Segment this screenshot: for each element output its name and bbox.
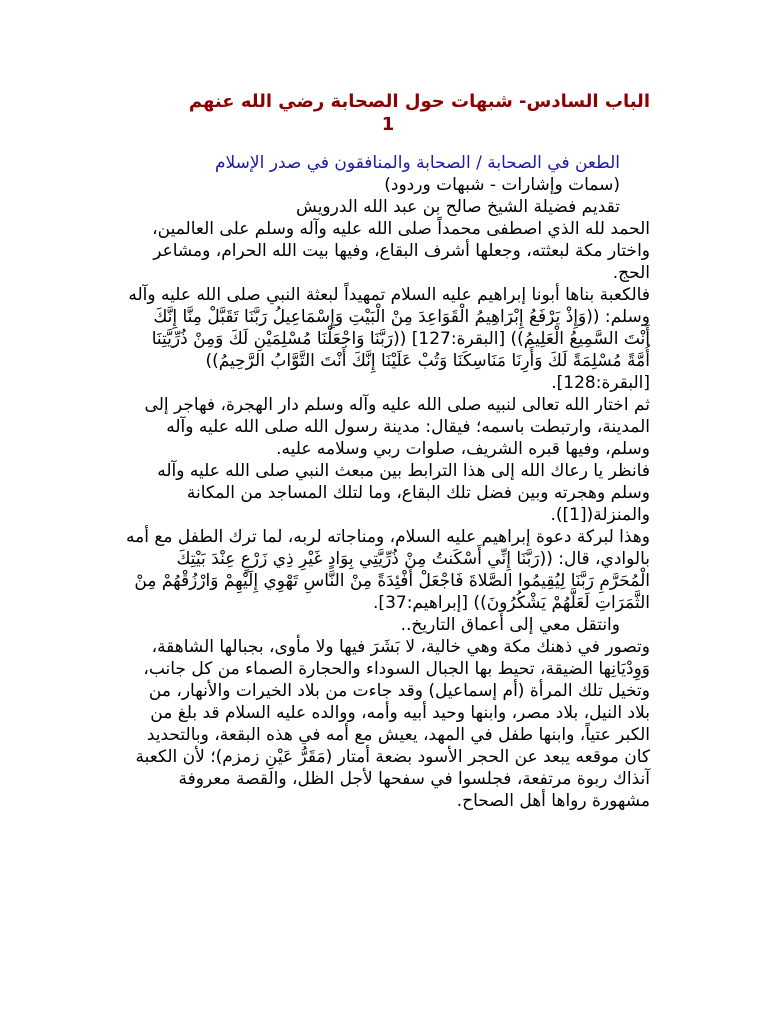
presenter-line: تقديم فضيلة الشيخ صالح بن عبد الله الدرويش (296, 197, 620, 217)
chapter-number: 1 (381, 114, 395, 135)
chapter-title (126, 90, 650, 136)
paragraph-7: وتصور في ذهنك مكة وهي خالية، لا بَشَرَ فيها ولا مأوى، بجبالها الشاهقة، وَوِدْيَانِها الضيقة، تحيط بها الجبال السوداء والحجارة الصماء من كل جانب، وتخيل تلك المرأة (أم إسماعيل) وقد جاءت من بلاد الخيرات والأنهار، من بلاد النيل، بلاد مصر، وابنها وحيد أبيه وأمه، ووالده عليه السلام قد بلغ من الكبر عتياً، وابنها طفل في المهد، يعيش مع أمه في هذه البقعة، وبالتحديد كان موقعه يبعد عن الحجر الأسود بضعة أمتار (مَقَرُّ عَيْنِ زمزم)؛ لأن الكعبة آنذاك ربوة مرتفعة، فجلسوا في سفحها لأجل الظل، والقصة معروفة مشهورة رواها أهل الصحاح. (135, 637, 650, 811)
paragraph-3: ثم اختار الله تعالى لنبيه صلى الله عليه وآله وسلم دار الهجرة، فهاجر إلى المدينة، وارتبطت باسمه؛ فيقال: مدينة رسول الله صلى الله عليه وآله وسلم، وفيها قبره الشريف، صلوات ربي وسلامه عليه. (144, 395, 650, 459)
paragraph-1: الحمد لله الذي اصطفى محمداً صلى الله عليه وآله وسلم على العالمين، واختار مكة لبعثته، وجعلها أشرف البقاع، وفيها بيت الله الحرام، ومشاعر الحج. (152, 219, 650, 283)
paragraph-5: وهذا لبركة دعوة إبراهيم عليه السلام، ومناجاته لربه، لما ترك الطفل مع أمه بالوادي، قال: ((رَبَّنَا إِنِّي أَسْكَنتُ مِنْ ذُرِّيَّتِي بِوَادٍ غَيْرِ ذِي زَرْعٍ عِنْدَ بَيْتِكَ الْمُحَرَّمِ رَبَّنَا لِيُقِيمُوا الصَّلاةَ فَاجْعَلْ أَفْئِدَةً مِنْ النَّاسِ تَهْوِي إِلَيْهِمْ وَارْزُقْهُمْ مِنْ الثَّمَرَاتِ لَعَلَّهُمْ يَشْكُرُونَ)) [إبراهيم:37]. (126, 527, 650, 613)
paragraph-4: فانظر يا رعاك الله إلى هذا الترابط بين مبعث النبي صلى الله عليه وآله وسلم وهجرته وبين فضل تلك البقاع، وما لتلك المساجد من المكانة والمنزلة([1]). (157, 461, 650, 525)
section-subtitle: الطعن في الصحابة / الصحابة والمنافقون في صدر الإسلام (215, 153, 620, 173)
paragraph-6: وانتقل معي إلى أعماق التاريخ.. (400, 615, 620, 635)
paragraph-2: فالكعبة بناها أبونا إبراهيم عليه السلام تمهيداً لبعثة النبي صلى الله عليه وآله وسلم: ((وَإِذْ يَرْفَعُ إِبْرَاهِيمُ الْقَوَاعِدَ مِنْ الْبَيْتِ وَإِسْمَاعِيلُ رَبَّنَا تَقَبَّلْ مِنَّا إِنَّكَ أَنْتَ السَّمِيعُ الْعَلِيمُ)) [البقرة:127] ((رَبَّنَا وَاجْعَلْنَا مُسْلِمَيْنِ لَكَ وَمِنْ ذُرِّيَّتِنَا أُمَّةً مُسْلِمَةً لَكَ وَأَرِنَا مَنَاسِكَنَا وَتُبْ عَلَيْنَا إِنَّكَ أَنْتَ التَّوَّابُ الرَّحِيمُ)) [البقرة:128]. (128, 285, 650, 393)
subtitle-note: (سمات وإشارات - شبهات وردود) (384, 175, 620, 195)
chapter-title-text: الباب السادس- شبهات حول الصحابة رضي الله عنهم (188, 91, 650, 112)
